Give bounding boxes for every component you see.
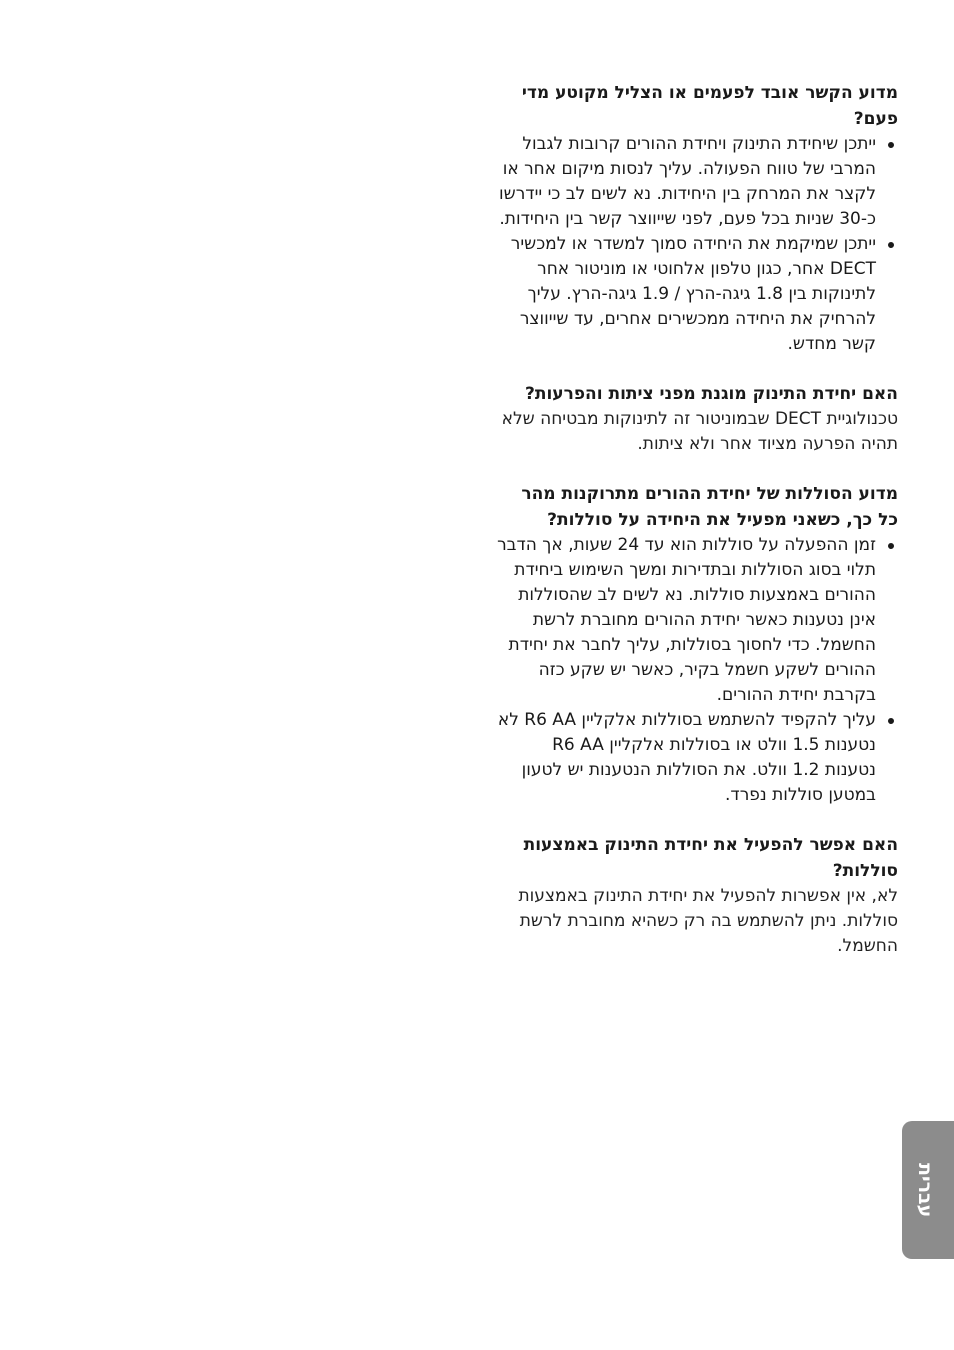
language-tab xyxy=(902,1121,954,1259)
faq-content xyxy=(496,80,898,983)
bullet-dot-icon xyxy=(888,543,894,549)
bullet-dot-icon xyxy=(888,142,894,148)
faq-section-battery-drain xyxy=(496,481,898,808)
faq-question: מדוע הקשר אובד לפעמים או הצליל מקוטע מדי פעם? xyxy=(521,83,898,129)
faq-bullet-text: ייתכן שמיקמת את היחידה סמוך למשדר או למכשיר DECT אחר, כגון טלפון אלחוטי או מוניטור אחר לתינוקות בין 1.8 גיגה-הרץ / 1.9 גיגה-הרץ. עליך להרחיק את היחידה ממכשירים אחרים, עד שייווצר קשר מחדש. xyxy=(510,234,876,354)
faq-question: האם אפשר להפעיל את יחידת התינוק באמצעות סוללות? xyxy=(523,835,898,881)
bullet-dot-icon xyxy=(888,718,894,724)
faq-bullet-item xyxy=(496,232,898,357)
faq-bullet-item xyxy=(496,132,898,232)
faq-question: מדוע הסוללות של יחידת ההורים מתרוקנות מהר כל כך, כשאני מפעיל את היחידה על סוללות? xyxy=(521,484,898,530)
bullet-dot-icon xyxy=(888,242,894,248)
faq-bullet-item xyxy=(496,708,898,808)
faq-bullet-list xyxy=(496,533,898,808)
faq-answer: לא, אין אפשרות להפעיל את יחידת התינוק באמצעות סוללות. ניתן להשתמש בה רק כשהיא מחוברת לרשת החשמל. xyxy=(518,886,898,956)
faq-question: האם יחידת התינוק מוגנת מפני ציתות והפרעות? xyxy=(524,384,898,404)
faq-bullet-text: עליך להקפיד להשתמש בסוללות אלקליין R6 AA לא נטענות 1.5 וולט או בסוללות אלקליין R6 AA נטענות 1.2 וולט. את הסוללות הנטענות יש לטעון במטען סוללות נפרד. xyxy=(497,710,876,805)
faq-bullet-item xyxy=(496,533,898,708)
language-tab-label: עברית xyxy=(914,1162,936,1218)
faq-section-connection-loss xyxy=(496,80,898,357)
faq-bullet-text: ייתכן שיחידת התינוק ויחידת ההורים קרובות לגבול המרבי של טווח הפעולה. עליך לנסות מיקום אחר או לקצר את המרחק בין היחידות. נא לשים לב כי יידרשו כ-30 שניות בכל פעם, לפני שייווצר קשר בין היחידות. xyxy=(499,134,876,229)
faq-section-baby-unit-batteries xyxy=(496,832,898,959)
faq-bullet-list xyxy=(496,132,898,357)
faq-bullet-text: זמן ההפעלה על סוללות הוא עד 24 שעות, אך הדבר תלוי בסוג הסוללות ובתדירות ומשך השימוש ביחידת ההורים באמצעות סוללות. נא לשים לב שהסוללות אינן נטענות כאשר יחידת ההורים מחוברת לרשת החשמל. כדי לחסוך בסוללות, עליך לחבר את יחידת ההורים לשקע חשמל בקיר, כאשר יש שקע כזה בקרבת יחידת ההורים. xyxy=(497,535,876,705)
faq-answer: טכנולוגיית DECT שבמוניטור זה לתינוקות מבטיחה שלא תהיה הפרעה מציוד אחר ולא ציתות. xyxy=(501,409,898,454)
faq-section-eavesdropping xyxy=(496,381,898,457)
